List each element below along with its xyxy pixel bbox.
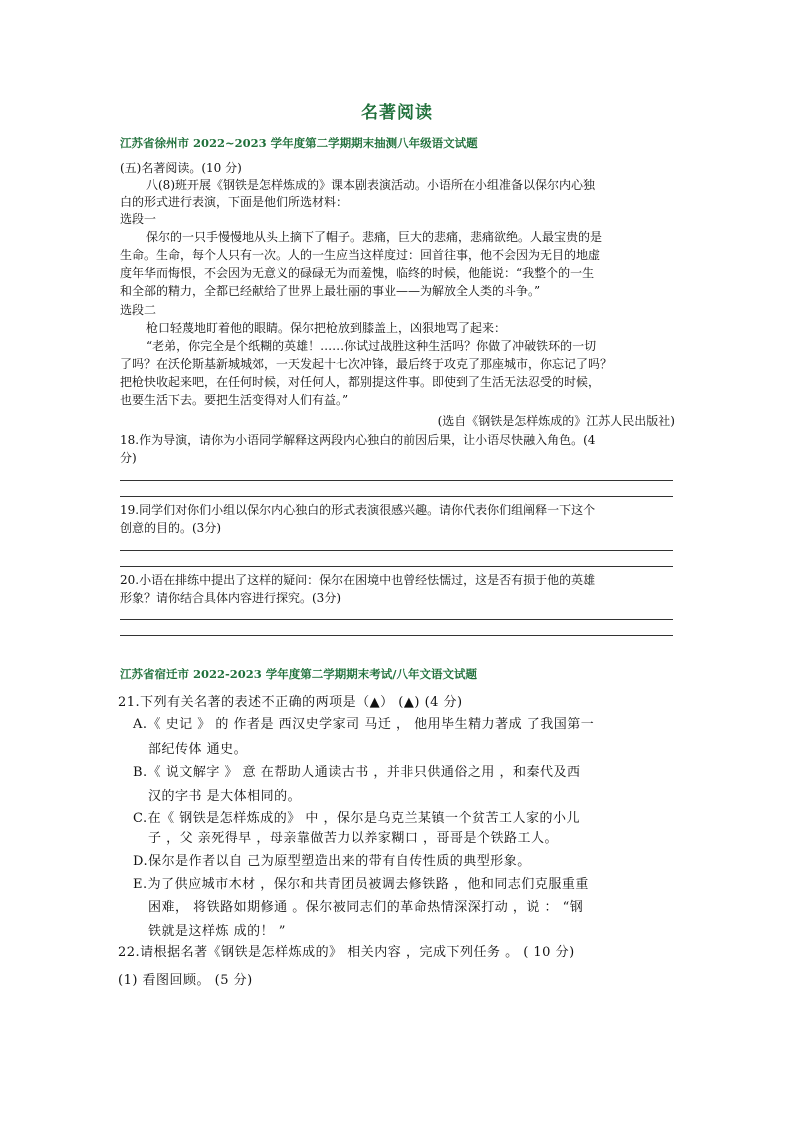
q18-line-1: 18.作为导演，请你为小语同学解释这两段内心独白的前因后果，让小语尽快融入角色。(4 — [120, 433, 596, 447]
q19-line-2: 创意的目的。(3分) — [120, 521, 221, 535]
excerpt2-label: 选段二 — [120, 303, 157, 317]
option-a-line-1: A.《 史记 》 的 作者是 西汉史学家司 马迁 ， 他用毕生精力著成 了我国第一 — [133, 717, 595, 732]
option-b-line-2: 汉的字书 是大体相同的。 — [148, 789, 302, 804]
q18-line-2: 分) — [120, 451, 137, 465]
option-c-line-1: C.在《 钢铁是怎样炼成的》 中 ，保尔是乌克兰某镇一个贫苦工人家的小儿 — [133, 811, 581, 826]
excerpt2-line-4: 把枪快收起来吧，在任何时候，对任何人，都别提这件事。即使到了生活无法忍受的时候， — [120, 375, 601, 389]
option-b-line-1: B.《 说文解字 》 意 在帮助人通读古书 ，并非只供通俗之用 ，和秦代及西 — [133, 765, 581, 780]
option-d-line-1: D.保尔是作者以自 己为原型塑造出来的带有自传性质的典型形象。 — [133, 854, 531, 869]
section2-header: 江苏省宿迁市 2022-2023 学年度第二学期期末考试/八年文语文试题 — [120, 667, 477, 681]
answer-line — [120, 550, 673, 551]
option-e-line-1: E.为了供应城市木材 ，保尔和共青团员被调去修铁路 ，他和同志们克服重重 — [133, 877, 589, 892]
answer-line — [120, 635, 673, 636]
q20-line-1: 20.小语在排练中提出了这样的疑问：保尔在困境中也曾经怯懦过，这是否有损于他的英雄 — [120, 573, 596, 587]
excerpt1-label: 选段一 — [120, 212, 157, 226]
answer-line — [120, 480, 673, 481]
q19-line-1: 19.同学们对你们小组以保尔内心独白的形式表演很感兴趣。请你代表你们组阐释一下这个 — [120, 503, 596, 517]
section1-intro: (五)名著阅读。(10 分) — [120, 161, 242, 175]
excerpt1-line-2: 生命。生命，每个人只有一次。人的一生应当这样度过：回首往事，他不会因为无目的地虚 — [120, 248, 601, 262]
option-c-line-2: 子 ，父 亲死得早 ，母亲靠做苦力以养家糊口 ，哥哥是个铁路工人。 — [148, 831, 559, 846]
excerpt1-line-1: 保尔的一只手慢慢地从头上摘下了帽子。悲痛，巨大的悲痛，悲痛欲绝。人最宝贵的是 — [146, 230, 603, 244]
excerpt-source: (选自《钢铁是怎样炼成的》江苏人民出版社) — [437, 414, 675, 428]
lead-line-1: 八(8)班开展《钢铁是怎样炼成的》课本剧表演活动。小语所在小组准备以保尔内心独 — [146, 178, 596, 192]
section1-header: 江苏省徐州市 2022~2023 学年度第二学期期末抽测八年级语文试题 — [120, 136, 478, 150]
lead-line-2: 白的形式进行表演，下面是他们所选材料： — [120, 195, 349, 209]
q21-stem: 21.下列有关名著的表述不正确的两项是（▲） (▲) (4 分) — [118, 695, 463, 710]
answer-line — [120, 619, 673, 620]
q20-line-2: 形象？请你结合具体内容进行探究。(3分) — [120, 591, 341, 605]
excerpt2-line-3: 了吗？在沃伦斯基新城城郊，一天发起十七次冲锋，最后终于攻克了那座城市，你忘记了吗？ — [120, 357, 613, 371]
excerpt2-line-2: “老弟，你完全是个纸糊的英雄！……你试过战胜这种生活吗？你做了冲破铁环的一切 — [146, 339, 597, 353]
excerpt1-line-4: 和全部的精力，全都已经献给了世界上最壮丽的事业——为解放全人类的斗争。” — [120, 284, 541, 298]
page-title: 名著阅读 — [361, 103, 433, 123]
answer-line — [120, 496, 673, 497]
q22-part1: (1) 看图回顾。 (5 分) — [118, 973, 253, 988]
excerpt2-line-1: 枪口轻蔑地盯着他的眼睛。保尔把枪放到膝盖上，凶狠地骂了起来： — [146, 321, 507, 335]
option-e-line-3: 铁就是这样炼 成的！ ” — [148, 924, 286, 939]
option-e-line-2: 困难， 将铁路如期修通 。保尔被同志们的革命热情深深打动 ，说 ： “钢 — [148, 900, 584, 915]
excerpt1-line-3: 度年华而悔恨，不会因为无意义的碌碌无为而羞愧，临终的时候，他能说：“我整个的一生 — [120, 266, 595, 280]
q22-stem: 22.请根据名著《钢铁是怎样炼成的》 相关内容 ，完成下列任务 。 ( 10 分) — [118, 945, 575, 960]
excerpt2-line-5: 也要生活下去。要把生活变得对人们有益。” — [120, 393, 349, 407]
option-a-line-2: 部纪传体 通史。 — [148, 742, 248, 757]
answer-line — [120, 566, 673, 567]
